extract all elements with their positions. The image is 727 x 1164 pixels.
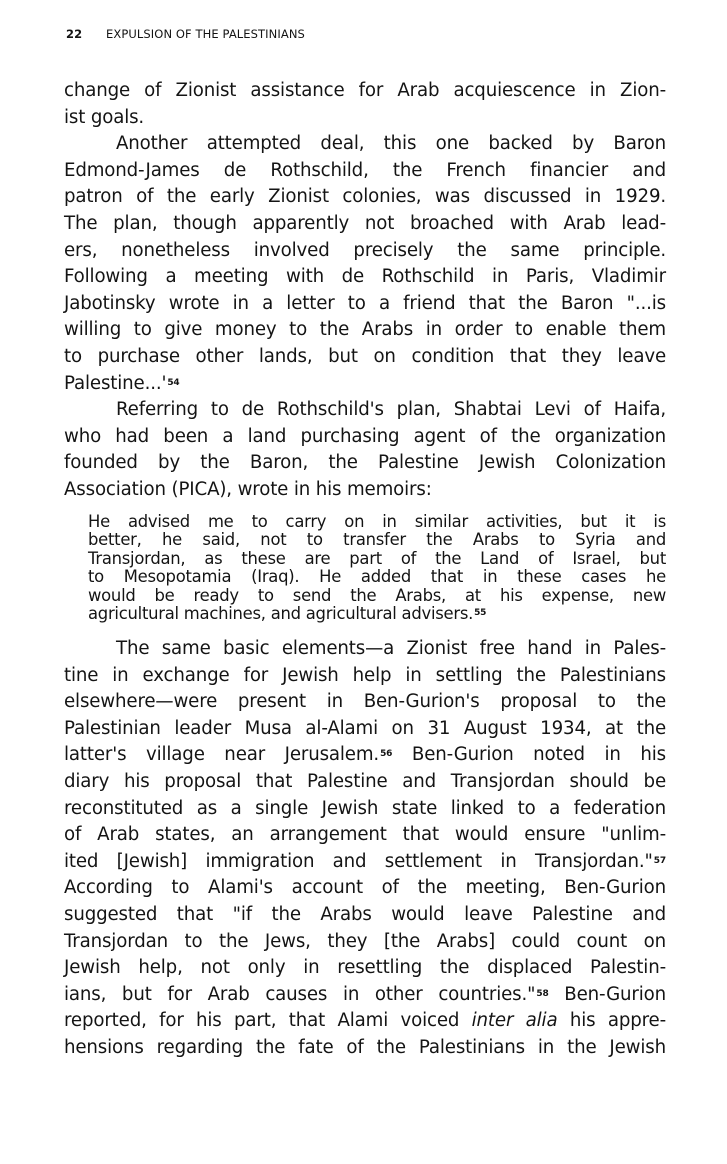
text-fragment: latter's village near Jerusalem. xyxy=(64,744,380,766)
running-head-title: EXPULSION OF THE PALESTINIANS xyxy=(106,27,305,41)
text-line: willing to give money to the Arabs in order to enable them xyxy=(64,319,666,341)
text-line: patron of the early Zionist colonies, was discussed in 1929. xyxy=(64,186,666,208)
text-fragment: Palestine...' xyxy=(64,372,167,394)
text-line: who had been a land purchasing agent of the organization xyxy=(64,425,666,447)
text-line: to purchase other lands, but on condition that they leave xyxy=(64,345,666,367)
text-line: Association (PICA), wrote in his memoirs: xyxy=(64,478,432,500)
text-line: The same basic elements—a Zionist free hand in Pales- xyxy=(116,638,666,660)
footnote-marker-57: 57 xyxy=(653,855,666,866)
text-fragment: Ben-Gurion noted in his xyxy=(392,744,666,766)
text-line: Edmond-James de Rothschild, the French financier and xyxy=(64,159,666,181)
text-line: of Arab states, an arrangement that would ensure "unlim- xyxy=(64,824,666,846)
text-line: ers, nonetheless involved precisely the same principle. xyxy=(64,239,666,261)
text-line xyxy=(64,742,666,769)
quote-line: would be ready to send the Arabs, at his expense, new xyxy=(88,585,666,605)
quote-line: better, he said, not to transfer the Arabs to Syria and xyxy=(88,530,666,550)
text-line xyxy=(64,849,666,876)
text-line: founded by the Baron, the Palestine Jewish Colonization xyxy=(64,452,666,474)
page-number: 22 xyxy=(66,27,83,41)
text-line: suggested that "if the Arabs would leave Palestine and xyxy=(64,904,666,925)
footnote-marker-54: 54 xyxy=(167,377,180,388)
footnote-marker-58: 58 xyxy=(536,988,549,999)
text-line: The plan, though apparently not broached with Arab lead- xyxy=(64,212,666,234)
quote-line: He advised me to carry on in similar activities, but it is xyxy=(88,511,666,531)
paragraph-rothschild-deal xyxy=(64,131,666,397)
footnote-marker-55: 55 xyxy=(474,608,487,619)
text-line: Transjordan to the Jews, they [the Arabs] could count on xyxy=(64,930,666,952)
text-fragment: ited [Jewish] immigration and settlement in Transjordan." xyxy=(64,850,653,872)
page-body xyxy=(64,78,666,1062)
footnote-marker-56: 56 xyxy=(380,749,393,760)
text-line: elsewhere—were present in Ben-Gurion's proposal to the xyxy=(64,691,666,713)
running-head xyxy=(66,27,305,41)
italic-term: inter alia xyxy=(471,1010,558,1032)
text-line xyxy=(64,982,666,1009)
text-line: hensions regarding the fate of the Palestinians in the Jewish xyxy=(64,1036,666,1058)
text-line: Palestinian leader Musa al-Alami on 31 August 1934, at the xyxy=(64,717,666,739)
text-fragment: his appre- xyxy=(557,1010,666,1032)
quote-line: to Mesopotamia (Iraq). He added that in these cases he xyxy=(88,567,666,587)
paragraph-ben-gurion-proposal xyxy=(64,636,666,1062)
text-fragment: reported, for his part, that Alami voiced xyxy=(64,1010,472,1032)
text-line xyxy=(64,371,666,398)
text-line: Jabotinsky wrote in a letter to a friend that the Baron "...is xyxy=(64,292,666,314)
block-quote xyxy=(88,513,666,625)
paragraph-shabtai-levi xyxy=(64,397,666,503)
quote-line xyxy=(88,605,666,624)
text-fragment: ians, but for Arab causes in other countries." xyxy=(64,983,536,1005)
text-line: Jewish help, not only in resettling the displaced Palestin- xyxy=(64,957,666,979)
text-line: reconstituted as a single Jewish state linked to a federation xyxy=(64,797,666,819)
text-line: Referring to de Rothschild's plan, Shabtai Levi of Haifa, xyxy=(116,399,666,421)
text-fragment: Ben-Gurion xyxy=(548,983,666,1005)
paragraph-continuation xyxy=(64,78,666,131)
text-line xyxy=(64,1008,666,1035)
text-line: Following a meeting with de Rothschild in Paris, Vladimir xyxy=(64,266,666,288)
text-line: Another attempted deal, this one backed by Baron xyxy=(116,133,666,155)
text-line: According to Alami's account of the meeting, Ben-Gurion xyxy=(64,877,666,899)
text-fragment: agricultural machines, and agricultural advisers. xyxy=(88,604,474,624)
text-line: diary his proposal that Palestine and Transjordan should be xyxy=(64,771,666,793)
text-line: tine in exchange for Jewish help in settling the Palestinians xyxy=(64,664,666,686)
text-line: change of Zionist assistance for Arab acquiescence in Zion- xyxy=(64,80,666,101)
quote-line: Transjordan, as these are part of the Land of Israel, but xyxy=(88,548,666,568)
text-line: ist goals. xyxy=(64,106,145,128)
